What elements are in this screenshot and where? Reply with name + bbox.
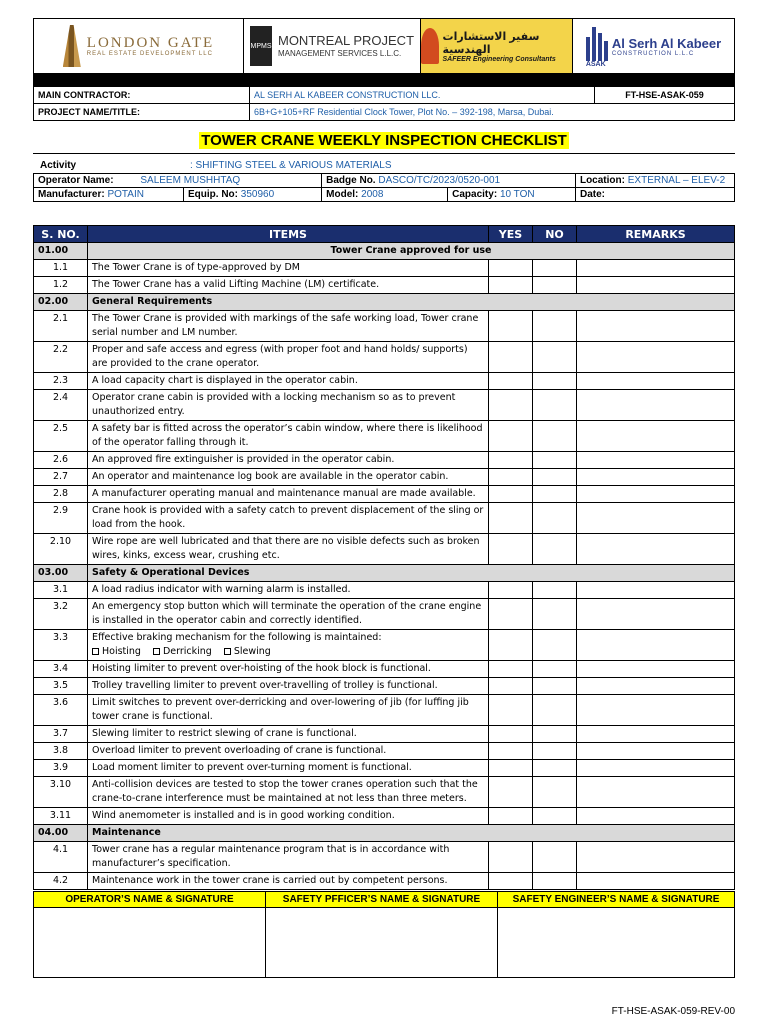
remarks-cell[interactable] [577,808,735,825]
badge-label: Badge No. [326,175,376,186]
item-text: Overload limiter to prevent overloading of crane is functional. [92,745,387,756]
no-cell[interactable] [533,390,577,421]
item-number: 2.6 [34,452,88,469]
no-cell[interactable] [533,743,577,760]
item-text: Effective braking mechanism for the following is maintained: [92,632,382,643]
remarks-cell[interactable] [577,503,735,534]
project-value: 6B+G+105+RF Residential Clock Tower, Plot No. – 392-198, Marsa, Dubai. [250,104,735,121]
item-text-cell [88,486,489,503]
remarks-cell[interactable] [577,390,735,421]
checkbox-icon[interactable] [153,648,160,655]
item-text-cell [88,695,489,726]
montreal-logo [244,19,421,73]
engineer-signature-header: SAFETY ENGINEER’S NAME & SIGNATURE [498,892,735,908]
checklist-row [34,842,735,873]
item-number: 2.9 [34,503,88,534]
item-text: An emergency stop button which will terminate the operation of the crane engine is installed in the operator cabin and correctly identified. [92,601,482,626]
officer-signature-header: SAFETY PFFICER’S NAME & SIGNATURE [266,892,498,908]
remarks-cell[interactable] [577,486,735,503]
safeer-logo [421,19,573,73]
no-cell[interactable] [533,873,577,890]
section-number: 02.00 [34,294,88,311]
item-text: Limit switches to prevent over-derricking and over-lowering of jib (for luffing jib tower crane is functional. [92,697,469,722]
item-text: A load radius indicator with warning alarm is installed. [92,584,351,595]
no-cell[interactable] [533,695,577,726]
project-info-table [33,86,735,121]
main-contractor-label: MAIN CONTRACTOR: [34,87,250,104]
item-text-cell [88,873,489,890]
location-cell [575,174,734,188]
no-cell[interactable] [533,486,577,503]
item-text-cell [88,630,489,661]
inspection-checklist-table [33,225,735,890]
checklist-row [34,311,735,342]
item-text: Anti-collision devices are tested to stop the tower cranes operation such that the crane-to-crane interference must be maintained at not less than three meters. [92,779,478,804]
checkbox-icon[interactable] [92,648,99,655]
main-contractor-value: AL SERH AL KABEER CONSTRUCTION LLC. [250,87,595,104]
signature-table [33,891,735,978]
item-number: 3.3 [34,630,88,661]
officer-signature-field[interactable] [266,908,498,978]
item-text: Operator crane cabin is provided with a locking mechanism so as to prevent unauthorized entry. [92,392,456,417]
no-cell[interactable] [533,373,577,390]
badge-value: DASCO/TC/2023/0520-001 [378,175,501,186]
item-text-cell [88,503,489,534]
yes-cell[interactable] [489,873,533,890]
item-number: 1.2 [34,277,88,294]
checklist-row [34,760,735,777]
project-label: PROJECT NAME/TITLE: [34,104,250,121]
section-title: Tower Crane approved for use [88,243,735,260]
section-row [34,243,735,260]
no-cell[interactable] [533,452,577,469]
item-number: 3.1 [34,582,88,599]
footer-form-code: FT-HSE-ASAK-059-REV-00 [611,1006,735,1017]
yes-cell[interactable] [489,503,533,534]
item-text-cell [88,452,489,469]
item-text-cell [88,277,489,294]
no-cell[interactable] [533,469,577,486]
checklist-row [34,373,735,390]
yes-cell[interactable] [489,582,533,599]
checkbox-icon[interactable] [224,648,231,655]
item-text-cell [88,390,489,421]
item-number: 2.5 [34,421,88,452]
checklist-body [34,243,735,890]
remarks-cell[interactable] [577,452,735,469]
location-label: Location: [579,175,625,186]
option-label: Hoisting [102,646,141,657]
no-cell[interactable] [533,582,577,599]
yes-cell[interactable] [489,808,533,825]
option-checkbox[interactable] [224,646,271,657]
item-number: 3.5 [34,678,88,695]
remarks-cell[interactable] [577,469,735,486]
item-text-cell [88,808,489,825]
yes-cell[interactable] [489,630,533,661]
item-text-cell [88,421,489,452]
yes-cell[interactable] [489,311,533,342]
yes-cell[interactable] [489,726,533,743]
checklist-row [34,469,735,486]
asak-name: Al Serh Al Kabeer [611,35,722,51]
item-text: Slewing limiter to restrict slewing of crane is functional. [92,728,357,739]
section-row [34,294,735,311]
checklist-row [34,486,735,503]
option-label: Slewing [233,646,271,657]
safeer-emblem-icon [421,28,439,64]
tower-logo-icon [63,25,81,67]
item-number: 2.1 [34,311,88,342]
item-text-cell [88,469,489,486]
remarks-cell[interactable] [577,678,735,695]
item-number: 3.2 [34,599,88,630]
remarks-cell[interactable] [577,260,735,277]
item-number: 3.7 [34,726,88,743]
item-number: 3.10 [34,777,88,808]
remarks-cell[interactable] [577,726,735,743]
checklist-row [34,390,735,421]
checklist-row [34,534,735,565]
no-cell[interactable] [533,277,577,294]
checklist-row [34,808,735,825]
col-no: NO [533,226,577,243]
yes-cell[interactable] [489,599,533,630]
remarks-cell[interactable] [577,743,735,760]
checklist-row [34,503,735,534]
yes-cell[interactable] [489,842,533,873]
remarks-cell[interactable] [577,534,735,565]
operator-cell [34,174,322,188]
option-label: Derricking [162,646,212,657]
remarks-cell[interactable] [577,421,735,452]
item-number: 3.9 [34,760,88,777]
section-title: Safety & Operational Devices [88,565,735,582]
document-title-wrap [33,132,735,150]
item-text-cell [88,260,489,277]
london-gate-sub: REAL ESTATE DEVELOPMENT LLC [86,50,213,57]
safeer-name: SAFEER [442,55,471,63]
operator-label: Operator Name: [38,175,114,186]
checklist-row [34,873,735,890]
capacity-label: Capacity: [452,189,498,200]
remarks-cell[interactable] [577,311,735,342]
item-text-cell [88,311,489,342]
yes-cell[interactable] [489,452,533,469]
no-cell[interactable] [533,260,577,277]
item-text: A manufacturer operating manual and maintenance manual are made available. [92,488,476,499]
no-cell[interactable] [533,678,577,695]
equip-value: 350960 [240,189,275,200]
item-text-cell [88,777,489,808]
no-cell[interactable] [533,599,577,630]
manufacturer-label: Manufacturer: [38,189,105,200]
asak-mark: ASAK [585,60,606,68]
yes-cell[interactable] [489,486,533,503]
item-text: The Tower Crane has a valid Lifting Machine (LM) certificate. [92,279,380,290]
location-value: EXTERNAL – ELEV-2 [627,175,726,186]
equipment-meta-table [33,173,735,202]
item-text-cell [88,726,489,743]
item-number: 2.3 [34,373,88,390]
item-text: Wire rope are well lubricated and that there are no visible defects such as broken wires, kinks, excess wear, crushing etc. [92,536,480,561]
item-text: Trolley travelling limiter to prevent over-travelling of trolley is functional. [92,680,438,691]
section-title: General Requirements [88,294,735,311]
remarks-cell[interactable] [577,842,735,873]
montreal-sub: MANAGEMENT SERVICES L.L.C. [277,48,402,58]
title-rule [33,153,735,154]
no-cell[interactable] [533,777,577,808]
item-text-cell [88,661,489,678]
checklist-row [34,661,735,678]
checklist-row [34,695,735,726]
item-text: Proper and safe access and egress (with proper foot and hand holds/ supports) are provided to the crane operator. [92,344,468,369]
section-number: 01.00 [34,243,88,260]
no-cell[interactable] [533,760,577,777]
checklist-row [34,421,735,452]
yes-cell[interactable] [489,390,533,421]
activity-label: Activity [40,160,77,171]
checklist-row [34,630,735,661]
equip-cell [184,188,322,202]
operator-value: SALEEM MUSHHTAQ [140,175,241,186]
item-text: The Tower Crane is of type-approved by DM [92,262,301,273]
no-cell[interactable] [533,311,577,342]
item-text: An operator and maintenance log book are available in the operator cabin. [92,471,449,482]
no-cell[interactable] [533,661,577,678]
checklist-row [34,777,735,808]
no-cell[interactable] [533,503,577,534]
item-text: Crane hook is provided with a safety catch to prevent displacement of the sling or load from the hook. [92,505,484,530]
london-gate-name: LONDON GATE [86,34,215,51]
remarks-cell[interactable] [577,777,735,808]
section-title: Maintenance [88,825,735,842]
no-cell[interactable] [533,630,577,661]
item-text-cell [88,342,489,373]
yes-cell[interactable] [489,277,533,294]
item-text: Tower crane has a regular maintenance program that is in accordance with manufacturer’s specification. [92,844,450,869]
asak-building-icon [586,25,608,61]
item-text: An approved fire extinguisher is provided in the operator cabin. [92,454,395,465]
item-text: Load moment limiter to prevent over-turning moment is functional. [92,762,412,773]
yes-cell[interactable] [489,342,533,373]
item-number: 4.2 [34,873,88,890]
checklist-row [34,743,735,760]
item-text-cell [88,582,489,599]
item-text-cell [88,743,489,760]
item-number: 2.8 [34,486,88,503]
col-sno: S. NO. [34,226,88,243]
date-label: Date: [579,189,605,200]
item-number: 2.7 [34,469,88,486]
yes-cell[interactable] [489,777,533,808]
checklist-row [34,678,735,695]
section-number: 03.00 [34,565,88,582]
activity-value: : SHIFTING STEEL & VARIOUS MATERIALS [190,160,392,171]
remarks-cell[interactable] [577,760,735,777]
yes-cell[interactable] [489,534,533,565]
section-row [34,825,735,842]
item-text: Hoisting limiter to prevent over-hoisting of the hook block is functional. [92,663,431,674]
col-remarks: REMARKS [577,226,735,243]
no-cell[interactable] [533,842,577,873]
checklist-row [34,582,735,599]
manufacturer-value: POTAIN [107,189,144,200]
checklist-row [34,342,735,373]
item-text: Maintenance work in the tower crane is carried out by competent persons. [92,875,448,886]
yes-cell[interactable] [489,695,533,726]
remarks-cell[interactable] [577,661,735,678]
section-number: 04.00 [34,825,88,842]
item-text-cell [88,760,489,777]
checklist-row [34,726,735,743]
item-text-cell [88,534,489,565]
engineer-signature-field[interactable] [498,908,735,978]
remarks-cell[interactable] [577,342,735,373]
item-number: 2.2 [34,342,88,373]
no-cell[interactable] [533,342,577,373]
no-cell[interactable] [533,808,577,825]
item-number: 3.8 [34,743,88,760]
remarks-cell[interactable] [577,695,735,726]
yes-cell[interactable] [489,661,533,678]
capacity-value: 10 TON [499,189,535,200]
item-text-cell [88,599,489,630]
logo-strip [33,18,735,74]
date-cell [575,188,734,202]
yes-cell[interactable] [489,678,533,695]
montreal-name: MONTREAL PROJECT [277,33,415,49]
manufacturer-cell [34,188,184,202]
braking-options [92,645,484,659]
checklist-row [34,277,735,294]
model-label: Model: [326,189,359,200]
remarks-cell[interactable] [577,630,735,661]
item-text: A safety bar is fitted across the operator’s cabin window, where there is likelihood of the operator falling through it. [92,423,483,448]
section-row [34,565,735,582]
asak-sub: CONSTRUCTION L.L.C [611,50,695,57]
item-text-cell [88,678,489,695]
item-text: A load capacity chart is displayed in the operator cabin. [92,375,358,386]
item-text: The Tower Crane is provided with markings of the safe working load, Tower crane serial number and LM number. [92,313,479,338]
yes-cell[interactable] [489,743,533,760]
yes-cell[interactable] [489,421,533,452]
operator-signature-header: OPERATOR’S NAME & SIGNATURE [34,892,266,908]
asak-logo [573,19,734,73]
no-cell[interactable] [533,421,577,452]
yes-cell[interactable] [489,469,533,486]
capacity-cell [448,188,576,202]
option-checkbox[interactable] [92,646,141,657]
checklist-row [34,452,735,469]
item-text-cell [88,842,489,873]
model-value: 2008 [361,189,384,200]
document-title: TOWER CRANE WEEKLY INSPECTION CHECKLIST [201,132,567,149]
remarks-cell[interactable] [577,582,735,599]
safeer-sub: Engineering Consultants [472,55,556,63]
operator-signature-field[interactable] [34,908,266,978]
safeer-arabic: سفير الاستشارات الهندسية [442,30,540,56]
item-number: 2.4 [34,390,88,421]
mpms-mark: MPMS [250,26,272,66]
col-items: ITEMS [88,226,489,243]
yes-cell[interactable] [489,260,533,277]
yes-cell[interactable] [489,373,533,390]
equip-label: Equip. No: [188,189,238,200]
yes-cell[interactable] [489,760,533,777]
option-checkbox[interactable] [153,646,212,657]
model-cell [322,188,448,202]
no-cell[interactable] [533,726,577,743]
checklist-row [34,599,735,630]
no-cell[interactable] [533,534,577,565]
london-gate-logo [34,19,244,73]
form-code: FT-HSE-ASAK-059 [595,87,735,104]
item-number: 4.1 [34,842,88,873]
remarks-cell[interactable] [577,599,735,630]
item-number: 3.4 [34,661,88,678]
header-divider-bar [33,74,735,86]
checklist-row [34,260,735,277]
col-yes: YES [489,226,533,243]
item-number: 3.6 [34,695,88,726]
item-number: 1.1 [34,260,88,277]
item-number: 2.10 [34,534,88,565]
item-number: 3.11 [34,808,88,825]
remarks-cell[interactable] [577,373,735,390]
remarks-cell[interactable] [577,873,735,890]
remarks-cell[interactable] [577,277,735,294]
badge-cell [322,174,576,188]
item-text-cell [88,373,489,390]
item-text: Wind anemometer is installed and is in good working condition. [92,810,395,821]
